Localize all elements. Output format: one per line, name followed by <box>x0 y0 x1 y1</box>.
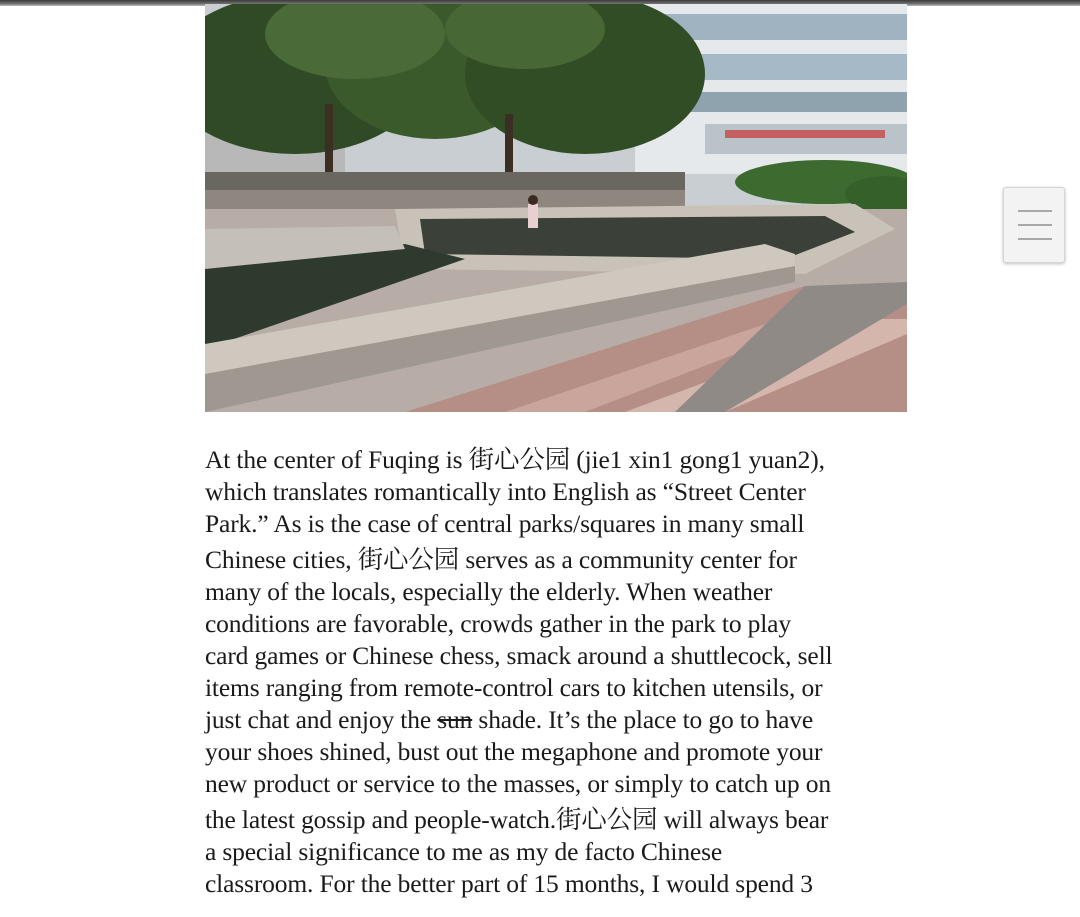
park-photo <box>205 4 907 412</box>
article-line: At the center of Fuqing is 街心公园 (jie1 xin1 gong1 yuan2), <box>205 445 825 474</box>
article-line: new product or service to the masses, or simply to catch up on <box>205 769 831 798</box>
article-line: items ranging from remote-control cars to kitchen utensils, or <box>205 673 823 702</box>
line-text: shade. It’s the place to go to have <box>472 705 814 734</box>
article-line <box>205 704 915 736</box>
article-body <box>205 440 915 900</box>
article-line: classroom. For the better part of 15 months, I would spend 3 <box>205 869 813 898</box>
article-line: Park.” As is the case of central parks/squares in many small <box>205 509 805 538</box>
article-line: conditions are favorable, crowds gather in the park to play <box>205 609 791 638</box>
article-line: the latest gossip and people-watch.街心公园 will always bear <box>205 805 829 834</box>
article-line: many of the locals, especially the elderly. When weather <box>205 577 773 606</box>
article-line: a special significance to me as my de facto Chinese <box>205 837 723 866</box>
article-line: your shoes shined, bust out the megaphone and promote your <box>205 737 823 766</box>
article-line: Chinese cities, 街心公园 serves as a community center for <box>205 545 797 574</box>
line-text: just chat and enjoy the <box>205 705 438 734</box>
struck-word: sun <box>437 705 473 734</box>
menu-button[interactable] <box>1003 187 1065 263</box>
article-line: card games or Chinese chess, smack around a shuttlecock, sell <box>205 641 833 670</box>
article-line: which translates romantically into English as “Street Center <box>205 477 806 506</box>
